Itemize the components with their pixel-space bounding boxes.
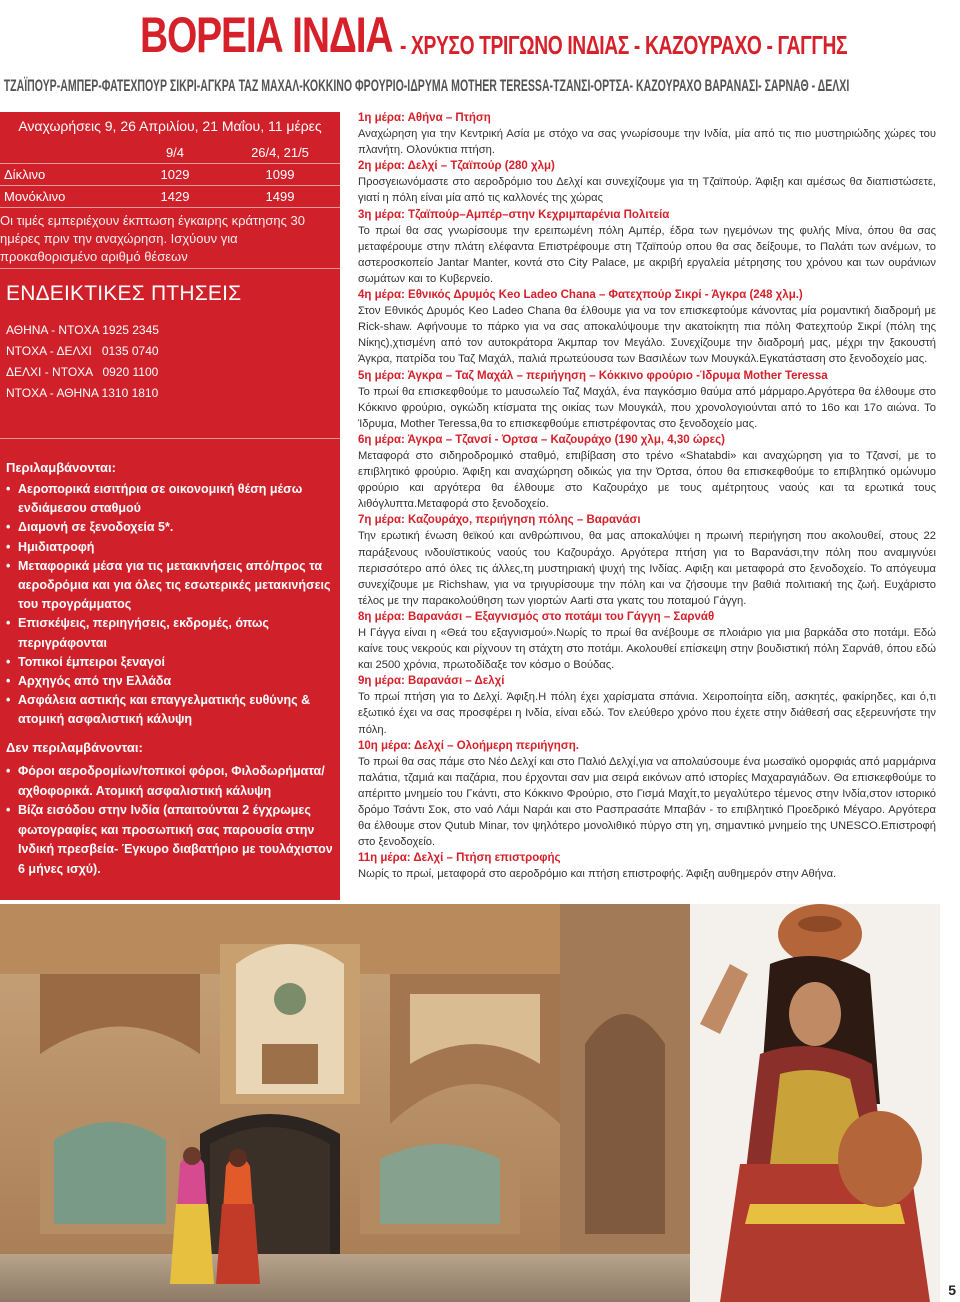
list-item: • Αρχηγός από την Ελλάδα [6, 672, 336, 691]
day-block [358, 368, 936, 432]
room-type: Μονόκλινο [4, 189, 66, 204]
divider [0, 268, 340, 269]
excludes-list [6, 762, 336, 879]
includes-list [6, 480, 336, 730]
price-cell: 1029 [160, 167, 190, 182]
page-title: ΒΟΡΕΙΑ ΙΝΔΙΑ [140, 7, 393, 63]
day-text: Μεταφορά στο σιδηροδρομικό σταθμό, επιβίβαση στο τρένο «Shatabdi» και αναχώρηση για το Τζανσί, με το επιβλητικό φρούριο. Άφιξη και αναχώρηση οδικώς για την Όρτσα, όπου θα επισκεφθούμε το επιβλητικό ομώνυμο φρούριο και αργότερα θα έλθουμε στο Καζουράχο με τους αμέτρητους ναούς και τα ερωτικά τους λιθόγλυπτα.Μεταφορά στο ξενοδοχείο. [358, 449, 936, 511]
day-text: Την ερωτική ένωση θεϊκού και ανθρώπινου, θα μας αποκαλύψει η πρωινή περιήγηση που ακολουθεί, στους 22 παράξενους ινδουϊστικούς ναούς του Καζουράχο. Αργότερα πτήση για το Βαρανάσι,την πόλη που αναμιγνύει περισσότερο από όλες τις άλλες,τη μυστηριακή ψυχή της Ινδίας. Αφιξη και μεταφορά στο ξενοδοχείο. Το απόγευμα συνεχίζουμε με Richshaw, για να τριγυρίσουμε την πόλη και να ζήσουμε την βαθιά πολιτιακή της ζωή. Ευχάριστο τέλος με την παρακολούθηση των γιορτών Aarti στα γκατς του ποταμού Γάγγη. [358, 530, 936, 607]
woman-photo [690, 904, 940, 1302]
day-title: 10η μέρα: Δελχί – Ολοήμερη περιήγηση. [358, 739, 579, 752]
day-text: Στον Εθνικός Δρυμός Keo Ladeo Chana θα έλθουμε για να τον επισκεφτούμε κάνοντας μία ρομαντική διαδρομή με Rick-shaw. Αφήνουμε το πάρκο για να σας αποκαλύψουμε την ακατοίκητη πια πόλη Φατεχπούρ Σικρί (πόλη της Νίκης),χτισμένη από τον αυτοκράτορα Άκμπαρ τον Μεγάλο. Συνεχίζουμε την διαδρομή μας, μέχρι την ξακουστή Άγκρα, πατρίδα του Ταζ Μαχάλ, παλιά πρωτεύουσα των Βασιλέων των Μουγκάλ.Εγκατάσταση στο ξενοδοχείο μας. [358, 305, 936, 366]
day-title: 8η μέρα: Βαρανάσι – Εξαγνισμός στο ποτάμι του Γάγγη – Σαρνάθ [358, 610, 715, 623]
day-title: 3η μέρα: Τζαϊπούρ–Αμπέρ–στην Κεχριμπαρένια Πολιτεία [358, 208, 670, 221]
price-cell: 1099 [265, 167, 295, 182]
list-item: • Διαμονή σε ξενοδοχεία 5*. [6, 518, 336, 537]
day-text: Το πρωί θα επισκεφθούμε το μαυσωλείο Ταζ Μαχάλ, ένα παγκόσμιο θαύμα από μάρμαρο.Αργότερα θα έλθουμε στο Κόκκινο φρούριο, ογκώδη κτίσματα της οικίας των Μουγκάλ, που χρονολογιούνται από το 16ο και 17ο αιώνα. Το Ίδρυμα, Mother Teressa,θα το επισκεφθούμε επιστρέφοντας στο ξενοδοχείο μας. [358, 385, 936, 430]
price-col-1: 9/4 [165, 145, 185, 160]
page-subtitle: - ΧΡΥΣΟ ΤΡΙΓΩΝΟ ΙΝΔΙΑΣ - ΚΑΖΟΥΡΑΧΟ - ΓΑΓΓΗΣ [400, 30, 848, 60]
list-item: • Ημιδιατροφή [6, 538, 336, 557]
day-block [358, 287, 936, 367]
price-note: Οι τιμές εμπεριέχουν έκπτωση έγκαιρης κράτησης 30 ημέρες πριν την αναχώρηση. Ισχύουν για προκαθορισμένο αριθμό θέσεων [0, 213, 305, 264]
day-block [358, 110, 936, 158]
list-item: • Τοπικοί έμπειροι ξεναγοί [6, 653, 336, 672]
photo-strip [0, 904, 940, 1302]
day-block [358, 432, 936, 512]
route-text: ΤΖΑΪΠΟΥΡ-ΑΜΠΕΡ-ΦΑΤΕΧΠΟΥΡ ΣΙΚΡΙ-ΑΓΚΡΑ ΤΑΖ ΜΑΧΑΛ-ΚΟΚΚΙΝΟ ΦΡΟΥΡΙΟ-ΙΔΡΥΜΑ MOTHER TERESSA-ΤΖΑΝΣΙ-ΟΡΤΣΑ- ΚΑΖΟΥΡΑΧΟ ΒΑΡΑΝΑΣΙ- ΣΑΡΝΑΘ - ΔΕΛΧΙ [3, 76, 850, 95]
photo-illustration [0, 904, 940, 1302]
info-box [0, 112, 340, 900]
day-block [358, 673, 936, 737]
day-block [358, 850, 936, 882]
price-cell: 1499 [265, 189, 295, 204]
day-block [358, 158, 936, 206]
flights-heading: ΕΝΔΕΙΚΤΙΚΕΣ ΠΤΗΣΕΙΣ [6, 282, 242, 305]
day-block [358, 609, 936, 673]
list-item: • Φόροι αεροδρομίων/τοπικοί φόροι, Φιλοδωρήματα/ αχθοφορικά. Ατομική ασφαλιστική κάλυψη [6, 762, 336, 801]
day-text: Το πρωί πτήση για το Δελχί. Άφιξη.Η πόλη έχει χαρίσματα σπάνια. Χειροποίητα είδη, ασκητές, φακίρηδες, και ό,τι εξωτικό έχει να σας προσφέρει η Ινδία, είναι εδώ. Τον ελεύθερο χρόνο που έχετε στην διάθεσή σας εξερευνήστε την πόλη. [358, 691, 936, 736]
list-item: • Ασφάλεια αστικής και επαγγελματικής ευθύνης & ατομική ασφαλιστική κάλυψη [6, 691, 336, 729]
departures-text: Αναχωρήσεις 9, 26 Απριλίου, 21 Μαΐου, 11 μέρες [18, 118, 322, 134]
list-item: • Επισκέψεις, περιηγήσεις, εκδρομές, όπως περιγράφονται [6, 614, 336, 652]
flights-list [6, 320, 159, 404]
day-title: 2η μέρα: Δελχί – Τζαϊπούρ (280 χλμ) [358, 160, 555, 173]
day-block [358, 738, 936, 851]
page-number: 5 [948, 1282, 956, 1298]
day-title: 6η μέρα: Άγκρα – Τζανσί - Όρτσα – Καζουράχο (190 χλμ, 4,30 ώρες) [358, 433, 725, 446]
list-item: • Βίζα εισόδου στην Ινδία (απαιτούνται 2 έγχρωμες φωτογραφίες και προσωπική σας παρουσία στην Ινδική πρεσβεία- Έγκυρο διαβατήριο με τουλάχιστον 6 μήνες ισχύ). [6, 801, 336, 879]
day-title: 4η μέρα: Εθνικός Δρυμός Keo Ladeo Chana – Φατεχπούρ Σικρί - Άγκρα (248 χλμ.) [358, 289, 803, 302]
route-line [0, 76, 960, 100]
price-table [0, 142, 340, 208]
day-text: Νωρίς το πρωί, μεταφορά στο αεροδρόμιο και πτήση επιστροφής. Άφιξη αυθημερόν στην Αθήνα. [358, 868, 837, 881]
flight-item: ΑΘΗΝΑ - ΝΤΟΧΑ 1925 2345 [6, 323, 159, 337]
day-text: Το πρωί θα σας πάμε στο Νέο Δελχί και στο Παλιό Δελχί,για να απολαύσουμε ένα μωσαϊκό ομορφιάς από μαρμάρινα παλάτια, τζαμιά και παζάρια, που έρχονται σαν μια σειρά εικόνων από ιστορίες Μαχαραγιάδων. Θα επισκεφθούμε το απέριττο μνημείο του Γκάντι, στο Κόκκινο Φρούριο, στο Γισμά Μαχίτ,το μεγαλύτερο τέμενος στην Ινδία,στον ιστορικό δρόμο Τσάντι Σοκ, στο ναό Λάμι Ναράι και στο Ρασπρασάτε Μπαβάν - το επιβλητικό Προεδρικό Μέγαρο. Αργότερα θα έλθουμε στον Qutub Minar, τον ψηλότερο μονολιθικό πύργο στη γη, σημαντικό μνημείο της UNESCO.Επιστροφή στο ξενοδοχείο. [358, 755, 936, 849]
palace-photo [0, 904, 690, 1302]
excludes-heading: Δεν περιλαμβάνονται: [6, 740, 143, 755]
list-item: • Αεροπορικά εισιτήρια σε οικονομική θέση μέσω ενδιάμεσου σταθμού [6, 480, 336, 518]
room-type: Δίκλινο [4, 167, 46, 182]
flight-item: ΝΤΟΧΑ - ΔΕΛΧΙ 0135 0740 [6, 344, 159, 358]
flight-item: ΔΕΛΧΙ - ΝΤΟΧΑ 0920 1100 [6, 365, 159, 379]
day-text: Το πρωί θα σας γνωρίσουμε την ερειπωμένη πόλη Αμπέρ, έδρα των ηγεμόνων της φυλής Μίνα, όπου θα σας μεταφέρουμε στην πλάτη ελέφαντα Επιστρέφουμε στη Τζαϊπούρ οπου θα σας δείξουμε, το Παλάτι των ανέμων, το αστεροσκοπείο Jantar Manter, κοντά στο City Palace, με ακριβή εργαλεία μέτρησης του χρόνου και των ουράνιων σωμάτων και το Κυβερνείο. [358, 224, 936, 285]
day-block [358, 512, 936, 609]
divider [0, 438, 340, 439]
day-text: Η Γάγγα είναι η «Θεά του εξαγνισμού».Νωρίς το πρωί θα ανέβουμε σε πλοιάριο για μια βαρκάδα στο ποτάμι. Εδώ καίνε τους νεκρούς και ρίχνουν τη στάχτη στο ποτάμι. Ακολουθεί επίσκεψη στην βουδιστική πόλη Σαρνάθ, όπου εδώ και 2500 χρόνια, πρωτοδίδαξε τον κόσμο ο Βούδας. [358, 627, 936, 672]
day-title: 11η μέρα: Δελχί – Πτήση επιστροφής [358, 852, 561, 865]
itinerary [358, 110, 936, 883]
price-table-header [0, 142, 340, 164]
day-block [358, 207, 936, 287]
table-row [0, 164, 340, 186]
day-title: 1η μέρα: Αθήνα – Πτήση [358, 112, 491, 124]
includes-heading: Περιλαμβάνονται: [6, 460, 116, 475]
list-item: • Μεταφορικά μέσα για τις μετακινήσεις από/προς τα αεροδρόμια και για όλες τις εσωτερικές μετακινήσεις του προγράμματος [6, 557, 336, 615]
day-title: 5η μέρα: Άγκρα – Ταζ Μαχάλ – περιήγηση – Κόκκινο φρούριο -Ίδρυμα Mother Teressa [358, 369, 828, 382]
flight-item: ΝΤΟΧΑ - ΑΘΗΝΑ 1310 1810 [6, 386, 159, 400]
table-row [0, 186, 340, 208]
day-text: Αναχώρηση για την Κεντρική Ασία με στόχο να σας γνωρίσουμε την Ινδία, μία από τις πιο μυστηριώδης χώρες του πλανήτη. Ολονύκτια πτήση. [358, 128, 936, 157]
price-col-2: 26/4, 21/5 [251, 145, 309, 160]
day-title: 7η μέρα: Καζουράχο, περιήγηση πόλης – Βαρανάσι [358, 514, 641, 527]
day-text: Προσγειωνόμαστε στο αεροδρόμιο του Δελχί και συνεχίζουμε για τη Τζαϊπούρ. Άφιξη και αμέσως θα διαπιστώσετε, γιατί η πόλη είναι μία από τις καλλονές της χώρας [358, 176, 936, 205]
day-title: 9η μέρα: Βαρανάσι – Δελχί [358, 675, 505, 688]
price-cell: 1429 [160, 189, 190, 204]
